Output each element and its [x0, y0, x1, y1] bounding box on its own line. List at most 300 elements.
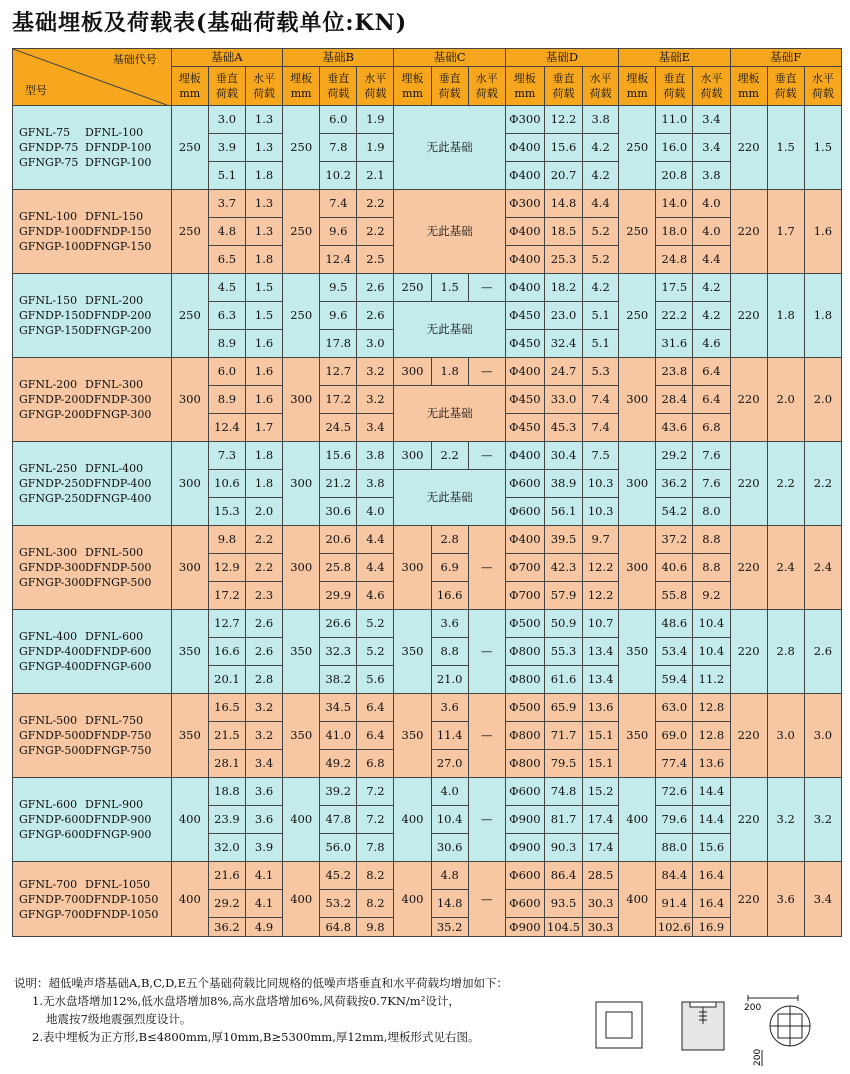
- d-vertical: 55.3: [544, 638, 582, 666]
- e-vertical: 48.6: [656, 610, 693, 638]
- a-horizontal: 1.3: [245, 134, 282, 162]
- a-plate: 250: [171, 190, 208, 274]
- e-horizontal: 4.0: [693, 218, 730, 246]
- model-line: [19, 713, 171, 728]
- d-vertical: 50.9: [544, 610, 582, 638]
- model-line: [19, 560, 171, 575]
- c-plate: 250: [394, 274, 431, 302]
- c-plate: 400: [394, 862, 431, 937]
- d-vertical: 33.0: [544, 386, 582, 414]
- model-code: GFNGP-300: [19, 576, 86, 589]
- c-vertical: 4.8: [431, 862, 468, 890]
- d-vertical: 71.7: [544, 722, 582, 750]
- a-vertical: 6.3: [208, 302, 245, 330]
- d-horizontal: 9.7: [583, 526, 619, 554]
- e-vertical: 102.6: [656, 918, 693, 937]
- model-code: GFNDP-75: [19, 141, 79, 154]
- table-row: [13, 358, 842, 386]
- a-plate: 300: [171, 358, 208, 442]
- a-vertical: 12.4: [208, 414, 245, 442]
- model-line: [19, 140, 171, 155]
- d-plate: Φ450: [505, 414, 544, 442]
- d-plate: Φ400: [505, 134, 544, 162]
- f-plate: 220: [730, 526, 767, 610]
- c-vertical: 4.0: [431, 778, 468, 806]
- d-vertical: 104.5: [544, 918, 582, 937]
- model-code: GFNGP-600: [19, 828, 86, 841]
- b-horizontal: 2.6: [357, 274, 394, 302]
- f-horizontal: 1.6: [804, 190, 841, 274]
- model-code: GFNL-600: [19, 798, 78, 811]
- a-horizontal: 4.1: [245, 862, 282, 890]
- model-code: GFNGP-200: [19, 408, 86, 421]
- model-cell: [13, 778, 172, 862]
- e-horizontal: 3.4: [693, 106, 730, 134]
- d-vertical: 20.7: [544, 162, 582, 190]
- d-plate: Φ500: [505, 694, 544, 722]
- c-vertical: 3.6: [431, 610, 468, 638]
- e-vertical: 11.0: [656, 106, 693, 134]
- d-plate: Φ400: [505, 358, 544, 386]
- e-horizontal: 13.6: [693, 750, 730, 778]
- d-horizontal: 7.5: [583, 442, 619, 470]
- a-vertical: 15.3: [208, 498, 245, 526]
- e-horizontal: 14.4: [693, 778, 730, 806]
- e-vertical: 88.0: [656, 834, 693, 862]
- e-horizontal: 16.4: [693, 862, 730, 890]
- a-plate: 350: [171, 610, 208, 694]
- model-code-alt: DFNDP-400: [85, 477, 152, 490]
- e-horizontal: 16.9: [693, 918, 730, 937]
- model-code-alt: DFNDP-1050: [85, 907, 159, 921]
- a-horizontal: 2.3: [245, 582, 282, 610]
- a-horizontal: 2.6: [245, 638, 282, 666]
- a-horizontal: 2.8: [245, 666, 282, 694]
- a-vertical: 32.0: [208, 834, 245, 862]
- b-vertical: 17.8: [320, 330, 357, 358]
- c-plate: 400: [394, 778, 431, 862]
- header-e-vertical: 垂直 荷载: [656, 67, 693, 106]
- b-horizontal: 7.2: [357, 806, 394, 834]
- b-vertical: 12.4: [320, 246, 357, 274]
- d-plate: Φ400: [505, 442, 544, 470]
- header-row-groups: [13, 49, 842, 67]
- model-code-alt: DFNL-750: [85, 714, 144, 727]
- model-code-alt: DFNDP-150: [85, 225, 152, 238]
- c-vertical: 6.9: [431, 554, 468, 582]
- d-horizontal: 10.3: [583, 470, 619, 498]
- d-vertical: 18.5: [544, 218, 582, 246]
- c-none: 无此基础: [394, 470, 505, 526]
- dim-label-side: 200: [753, 1048, 763, 1066]
- d-plate: Φ800: [505, 638, 544, 666]
- header-c-horizontal: 水平 荷载: [468, 67, 505, 106]
- a-horizontal: 2.6: [245, 610, 282, 638]
- c-plate: 300: [394, 358, 431, 386]
- d-vertical: 45.3: [544, 414, 582, 442]
- d-vertical: 39.5: [544, 526, 582, 554]
- b-plate: 300: [283, 442, 320, 526]
- f-vertical: 1.5: [767, 106, 804, 190]
- b-plate: 400: [283, 862, 320, 937]
- model-line: [19, 224, 171, 239]
- model-code: GFNDP-150: [19, 309, 86, 322]
- model-line: [19, 659, 171, 674]
- c-none: 无此基础: [394, 386, 505, 442]
- b-plate: 250: [283, 274, 320, 358]
- c-vertical: 10.4: [431, 806, 468, 834]
- d-vertical: 57.9: [544, 582, 582, 610]
- notes: [14, 974, 508, 1046]
- b-vertical: 21.2: [320, 470, 357, 498]
- d-horizontal: 3.8: [583, 106, 619, 134]
- plate-diagrams: [590, 994, 840, 1066]
- f-plate: 220: [730, 862, 767, 937]
- e-horizontal: 8.0: [693, 498, 730, 526]
- b-vertical: 17.2: [320, 386, 357, 414]
- foundation-load-table: [12, 48, 842, 937]
- f-vertical: 2.4: [767, 526, 804, 610]
- d-vertical: 18.2: [544, 274, 582, 302]
- a-horizontal: 2.2: [245, 554, 282, 582]
- model-code-alt: DFNDP-750: [85, 729, 152, 742]
- a-vertical: 23.9: [208, 806, 245, 834]
- f-horizontal: 3.4: [804, 862, 841, 937]
- a-vertical: 18.8: [208, 778, 245, 806]
- c-vertical: 8.8: [431, 638, 468, 666]
- b-plate: 250: [283, 190, 320, 274]
- b-vertical: 34.5: [320, 694, 357, 722]
- b-vertical: 38.2: [320, 666, 357, 694]
- model-code-alt: DFNL-500: [85, 546, 144, 559]
- model-cell: [13, 610, 172, 694]
- model-code-alt: DFNDP-300: [85, 393, 152, 406]
- d-vertical: 79.5: [544, 750, 582, 778]
- b-vertical: 45.2: [320, 862, 357, 890]
- e-vertical: 79.6: [656, 806, 693, 834]
- b-horizontal: 2.6: [357, 302, 394, 330]
- d-plate: Φ900: [505, 918, 544, 937]
- d-horizontal: 17.4: [583, 806, 619, 834]
- c-vertical: 35.2: [431, 918, 468, 937]
- e-horizontal: 8.8: [693, 526, 730, 554]
- d-vertical: 38.9: [544, 470, 582, 498]
- b-plate: 300: [283, 358, 320, 442]
- b-horizontal: 7.2: [357, 778, 394, 806]
- e-horizontal: 4.2: [693, 302, 730, 330]
- model-code-alt: DFNGP-150: [85, 240, 152, 253]
- b-vertical: 41.0: [320, 722, 357, 750]
- d-vertical: 12.2: [544, 106, 582, 134]
- c-vertical: 2.8: [431, 526, 468, 554]
- f-horizontal: 1.5: [804, 106, 841, 190]
- b-plate: 350: [283, 694, 320, 778]
- table-row: [13, 190, 842, 218]
- d-horizontal: 30.3: [583, 890, 619, 918]
- f-vertical: 3.0: [767, 694, 804, 778]
- d-vertical: 23.0: [544, 302, 582, 330]
- model-code: GFNDP-100: [19, 225, 86, 238]
- header-d-horizontal: 水平 荷载: [583, 67, 619, 106]
- header-c-vertical: 垂直 荷载: [431, 67, 468, 106]
- e-horizontal: 6.8: [693, 414, 730, 442]
- d-horizontal: 10.7: [583, 610, 619, 638]
- model-code: GFNDP-400: [19, 645, 86, 658]
- d-vertical: 74.8: [544, 778, 582, 806]
- header-group-f: 基础F: [730, 49, 841, 67]
- d-vertical: 65.9: [544, 694, 582, 722]
- b-horizontal: 3.8: [357, 470, 394, 498]
- e-horizontal: 10.4: [693, 610, 730, 638]
- d-horizontal: 28.5: [583, 862, 619, 890]
- b-vertical: 47.8: [320, 806, 357, 834]
- c-vertical: 1.8: [431, 358, 468, 386]
- header-b-vertical: 垂直 荷载: [320, 67, 357, 106]
- d-horizontal: 10.3: [583, 498, 619, 526]
- b-horizontal: 1.9: [357, 106, 394, 134]
- model-code-alt: DFNL-150: [85, 210, 144, 223]
- model-line: [19, 877, 171, 892]
- a-vertical: 21.5: [208, 722, 245, 750]
- plate-plan-diagram: [596, 1002, 642, 1048]
- d-plate: Φ450: [505, 302, 544, 330]
- a-plate: 400: [171, 778, 208, 862]
- model-code: GFNL-75: [19, 126, 71, 139]
- model-code: GFNDP-600: [19, 813, 86, 826]
- d-horizontal: 5.1: [583, 330, 619, 358]
- d-horizontal: 13.6: [583, 694, 619, 722]
- d-horizontal: 30.3: [583, 918, 619, 937]
- a-vertical: 28.1: [208, 750, 245, 778]
- model-line: [19, 812, 171, 827]
- model-cell: [13, 274, 172, 358]
- f-vertical: 1.7: [767, 190, 804, 274]
- d-horizontal: 4.2: [583, 162, 619, 190]
- f-plate: 220: [730, 106, 767, 190]
- model-code: GFNGP-250: [19, 492, 86, 505]
- e-plate: 300: [619, 442, 656, 526]
- b-horizontal: 1.9: [357, 134, 394, 162]
- a-vertical: 16.6: [208, 638, 245, 666]
- model-line: [19, 239, 171, 254]
- model-code-alt: DFNGP-300: [85, 408, 152, 421]
- b-vertical: 32.3: [320, 638, 357, 666]
- c-vertical: 2.2: [431, 442, 468, 470]
- a-plate: 250: [171, 106, 208, 190]
- b-horizontal: 3.8: [357, 442, 394, 470]
- e-horizontal: 7.6: [693, 470, 730, 498]
- f-horizontal: 3.2: [804, 778, 841, 862]
- d-vertical: 93.5: [544, 890, 582, 918]
- e-horizontal: 4.4: [693, 246, 730, 274]
- e-horizontal: 15.6: [693, 834, 730, 862]
- b-vertical: 9.6: [320, 302, 357, 330]
- a-plate: 250: [171, 274, 208, 358]
- a-vertical: 6.0: [208, 358, 245, 386]
- c-plate: 350: [394, 610, 431, 694]
- header-group-d: 基础D: [505, 49, 618, 67]
- f-horizontal: 2.4: [804, 526, 841, 610]
- e-vertical: 59.4: [656, 666, 693, 694]
- b-vertical: 39.2: [320, 778, 357, 806]
- f-plate: 220: [730, 274, 767, 358]
- model-line: [19, 827, 171, 842]
- e-vertical: 17.5: [656, 274, 693, 302]
- model-code: GFNL-300: [19, 546, 78, 559]
- page-title: 基础埋板及荷载表(基础荷载单位:KN): [12, 10, 408, 36]
- b-vertical: 26.6: [320, 610, 357, 638]
- header-d-vertical: 垂直 荷载: [544, 67, 582, 106]
- model-code-alt: DFNDP-100: [85, 141, 152, 154]
- d-horizontal: 5.3: [583, 358, 619, 386]
- model-code-alt: DFNDP-600: [85, 645, 152, 658]
- table-row: [13, 610, 842, 638]
- dim-label-top: 200: [744, 1003, 762, 1013]
- d-plate: Φ400: [505, 526, 544, 554]
- d-plate: Φ400: [505, 162, 544, 190]
- note-line-1: 说明：超低噪声塔基础A,B,C,D,E五个基础荷载比同规格的低噪声塔垂直和水平荷载均增加如下：: [14, 976, 508, 990]
- a-horizontal: 1.8: [245, 246, 282, 274]
- d-plate: Φ600: [505, 498, 544, 526]
- model-code-alt: DFNGP-100: [85, 156, 152, 169]
- e-plate: 250: [619, 190, 656, 274]
- c-vertical: 16.6: [431, 582, 468, 610]
- e-horizontal: 12.8: [693, 694, 730, 722]
- model-line: [19, 155, 171, 170]
- model-code: GFNDP-500: [19, 729, 86, 742]
- d-plate: Φ600: [505, 890, 544, 918]
- a-vertical: 12.7: [208, 610, 245, 638]
- e-vertical: 37.2: [656, 526, 693, 554]
- model-line: [19, 743, 171, 758]
- d-plate: Φ600: [505, 470, 544, 498]
- e-vertical: 53.4: [656, 638, 693, 666]
- b-vertical: 7.4: [320, 190, 357, 218]
- plate-section-diagram: [682, 1002, 724, 1050]
- f-plate: 220: [730, 358, 767, 442]
- e-horizontal: 7.6: [693, 442, 730, 470]
- model-line: [19, 629, 171, 644]
- table-row: [13, 694, 842, 722]
- e-horizontal: 6.4: [693, 386, 730, 414]
- c-horizontal: —: [468, 862, 505, 937]
- model-code-alt: DFNGP-200: [85, 324, 152, 337]
- d-horizontal: 5.1: [583, 302, 619, 330]
- a-horizontal: 3.2: [245, 694, 282, 722]
- e-vertical: 43.6: [656, 414, 693, 442]
- a-vertical: 16.5: [208, 694, 245, 722]
- a-horizontal: 3.9: [245, 834, 282, 862]
- e-vertical: 36.2: [656, 470, 693, 498]
- d-vertical: 14.8: [544, 190, 582, 218]
- model-line: [19, 323, 171, 338]
- f-plate: 220: [730, 190, 767, 274]
- f-plate: 220: [730, 778, 767, 862]
- b-horizontal: 8.2: [357, 862, 394, 890]
- b-vertical: 6.0: [320, 106, 357, 134]
- b-vertical: 10.2: [320, 162, 357, 190]
- d-vertical: 90.3: [544, 834, 582, 862]
- e-vertical: 20.8: [656, 162, 693, 190]
- model-line: [19, 491, 171, 506]
- a-horizontal: 1.6: [245, 358, 282, 386]
- a-horizontal: 1.7: [245, 414, 282, 442]
- c-vertical: 27.0: [431, 750, 468, 778]
- a-horizontal: 1.8: [245, 162, 282, 190]
- b-vertical: 12.7: [320, 358, 357, 386]
- model-code-alt: DFNL-1050: [85, 877, 151, 891]
- model-code: GFNL-500: [19, 714, 78, 727]
- a-vertical: 21.6: [208, 862, 245, 890]
- d-vertical: 42.3: [544, 554, 582, 582]
- model-code-alt: DFNL-100: [85, 126, 144, 139]
- note-line-4: 2.表中埋板为正方形,B≤4800mm,厚10mm,B≥5300mm,厚12mm,埋板形式见右图。: [32, 1030, 480, 1044]
- model-code-alt: DFNGP-900: [85, 828, 152, 841]
- b-horizontal: 3.2: [357, 358, 394, 386]
- d-vertical: 86.4: [544, 862, 582, 890]
- model-code-alt: DFNL-200: [85, 294, 144, 307]
- a-vertical: 4.8: [208, 218, 245, 246]
- d-horizontal: 5.2: [583, 246, 619, 274]
- e-vertical: 91.4: [656, 890, 693, 918]
- model-line: [19, 293, 171, 308]
- model-code-alt: DFNGP-600: [85, 660, 152, 673]
- model-code: GFNGP-400: [19, 660, 86, 673]
- header-d-plate: 埋板 mm: [505, 67, 544, 106]
- a-horizontal: 1.8: [245, 470, 282, 498]
- e-vertical: 77.4: [656, 750, 693, 778]
- e-vertical: 14.0: [656, 190, 693, 218]
- e-vertical: 31.6: [656, 330, 693, 358]
- e-horizontal: 4.6: [693, 330, 730, 358]
- d-vertical: 81.7: [544, 806, 582, 834]
- model-code: GFNGP-75: [19, 156, 79, 169]
- header-b-horizontal: 水平 荷载: [357, 67, 394, 106]
- d-horizontal: 17.4: [583, 834, 619, 862]
- c-horizontal: —: [468, 526, 505, 610]
- model-line: [19, 209, 171, 224]
- a-vertical: 4.5: [208, 274, 245, 302]
- table-body: [13, 49, 842, 937]
- d-vertical: 61.6: [544, 666, 582, 694]
- a-vertical: 10.6: [208, 470, 245, 498]
- b-vertical: 25.8: [320, 554, 357, 582]
- b-horizontal: 3.0: [357, 330, 394, 358]
- b-horizontal: 6.4: [357, 694, 394, 722]
- c-horizontal: —: [468, 442, 505, 470]
- b-horizontal: 2.2: [357, 190, 394, 218]
- f-plate: 220: [730, 442, 767, 526]
- model-code: GFNGP-100: [19, 240, 86, 253]
- a-vertical: 8.9: [208, 386, 245, 414]
- e-plate: 400: [619, 778, 656, 862]
- header-group-c: 基础C: [394, 49, 505, 67]
- table-row: [13, 778, 842, 806]
- corner-model-label: 型号: [25, 84, 47, 97]
- f-vertical: 2.0: [767, 358, 804, 442]
- d-plate: Φ700: [505, 554, 544, 582]
- d-horizontal: 15.2: [583, 778, 619, 806]
- a-vertical: 3.9: [208, 134, 245, 162]
- d-vertical: 56.1: [544, 498, 582, 526]
- f-vertical: 3.6: [767, 862, 804, 937]
- table-row: [13, 862, 842, 890]
- a-vertical: 17.2: [208, 582, 245, 610]
- c-plate: 300: [394, 526, 431, 610]
- b-horizontal: 6.8: [357, 750, 394, 778]
- model-cell: [13, 190, 172, 274]
- a-vertical: 12.9: [208, 554, 245, 582]
